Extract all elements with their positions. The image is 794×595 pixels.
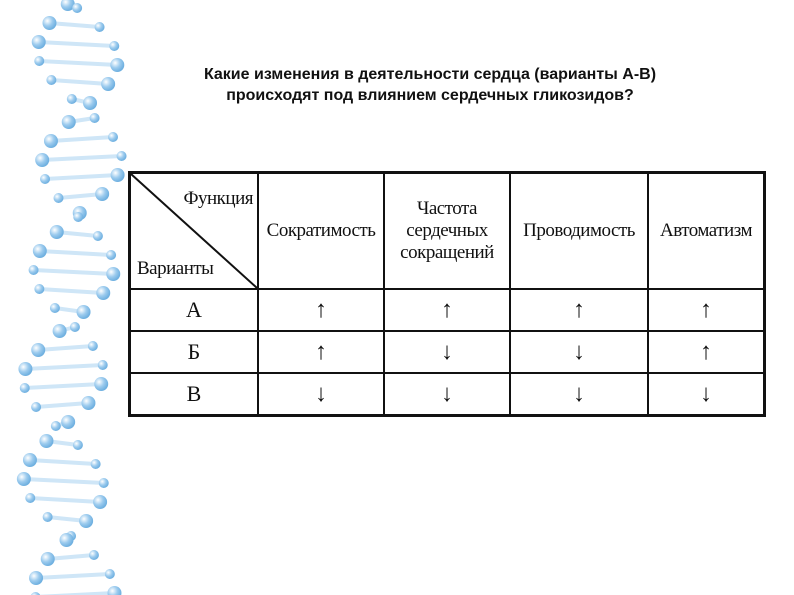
dna-helix-decoration: [0, 0, 140, 595]
dna-node: [61, 415, 75, 429]
dna-node: [39, 434, 53, 448]
header-contractility: [258, 173, 384, 290]
dna-rung: [30, 498, 100, 502]
dna-rung: [36, 574, 110, 578]
cell-b-contractility: ↑: [258, 331, 384, 373]
dna-node: [95, 187, 109, 201]
header-heart-rate-line1: Частота: [417, 198, 477, 219]
dna-node: [95, 22, 105, 32]
dna-node: [70, 322, 80, 332]
dna-node: [89, 550, 99, 560]
table-row-b: [130, 331, 765, 373]
row-label-a: А: [130, 289, 259, 331]
dna-node: [101, 77, 115, 91]
cell-a-contractility: ↑: [258, 289, 384, 331]
dna-node: [73, 440, 83, 450]
header-automatism: [648, 173, 765, 290]
dna-node: [54, 193, 64, 203]
dna-node: [60, 533, 74, 547]
dna-rung: [25, 384, 101, 388]
dna-rung: [39, 289, 103, 293]
dna-rung: [38, 346, 93, 350]
dna-rung: [49, 23, 99, 27]
table-row-v: [130, 373, 765, 416]
dna-node: [67, 94, 77, 104]
dna-node: [53, 324, 67, 338]
dna-node: [62, 115, 76, 129]
slide-title: [130, 64, 730, 106]
dna-rung: [51, 80, 108, 84]
cell-v-heart-rate: ↓: [384, 373, 510, 416]
dna-node: [98, 360, 108, 370]
cell-b-conductivity: ↓: [510, 331, 648, 373]
results-table: [128, 171, 766, 417]
title-line-2: происходят под влиянием сердечных гликозидов?: [226, 87, 634, 104]
dna-node: [31, 402, 41, 412]
dna-node: [46, 75, 56, 85]
dna-node: [81, 396, 95, 410]
dna-node: [43, 512, 53, 522]
table-row-a: [130, 289, 765, 331]
dna-node: [18, 362, 32, 376]
cell-b-automatism: ↑: [648, 331, 765, 373]
header-heart-rate: [384, 173, 510, 290]
dna-node: [44, 134, 58, 148]
cell-v-contractility: ↓: [258, 373, 384, 416]
dna-node: [42, 16, 56, 30]
dna-node: [110, 58, 124, 72]
dna-rung: [25, 365, 102, 369]
cell-a-conductivity: ↑: [510, 289, 648, 331]
header-conductivity: [510, 173, 648, 290]
dna-rung: [45, 175, 118, 179]
dna-node: [108, 132, 118, 142]
cell-v-automatism: ↓: [648, 373, 765, 416]
dna-node: [111, 168, 125, 182]
dna-node: [73, 212, 83, 222]
dna-node: [96, 286, 110, 300]
dna-node: [109, 41, 119, 51]
dna-node: [106, 250, 116, 260]
dna-node: [105, 569, 115, 579]
dna-rung: [39, 42, 115, 46]
dna-node: [90, 113, 100, 123]
cell-v-conductivity: ↓: [510, 373, 648, 416]
dna-node: [106, 267, 120, 281]
header-automatism-text: Автоматизм: [660, 220, 752, 241]
header-heart-rate-line3: сокращений: [400, 242, 494, 263]
dna-node: [50, 225, 64, 239]
dna-node: [93, 495, 107, 509]
header-row: [130, 173, 765, 290]
corner-label-variants: Варианты: [137, 258, 214, 279]
dna-node: [23, 453, 37, 467]
dna-node: [77, 305, 91, 319]
title-line-1: Какие изменения в деятельности сердца (варианты А-В): [203, 66, 657, 83]
dna-node: [40, 174, 50, 184]
dna-node: [72, 3, 82, 13]
dna-rung: [30, 460, 96, 464]
dna-rung: [40, 251, 111, 255]
dna-rung: [36, 403, 88, 407]
dna-rung: [24, 479, 104, 483]
dna-node: [79, 514, 93, 528]
dna-node: [29, 265, 39, 275]
dna-node: [99, 478, 109, 488]
dna-node: [83, 96, 97, 110]
dna-node: [34, 56, 44, 66]
dna-node: [91, 459, 101, 469]
dna-node: [35, 153, 49, 167]
header-contractility-text: Сократимость: [266, 220, 376, 241]
dna-node: [93, 231, 103, 241]
dna-node: [25, 493, 35, 503]
dna-node: [34, 284, 44, 294]
dna-node: [29, 571, 43, 585]
corner-label-function: Функция: [183, 188, 253, 209]
dna-node: [31, 343, 45, 357]
dna-node: [20, 383, 30, 393]
dna-rung: [51, 137, 113, 141]
cell-a-heart-rate: ↑: [384, 289, 510, 331]
dna-node: [41, 552, 55, 566]
dna-node: [33, 244, 47, 258]
header-heart-rate-line2: сердечных: [406, 220, 488, 241]
header-conductivity-text: Проводимость: [523, 220, 635, 241]
dna-node: [88, 341, 98, 351]
dna-node: [94, 377, 108, 391]
row-label-b: Б: [130, 331, 259, 373]
cell-b-heart-rate: ↓: [384, 331, 510, 373]
dna-node: [107, 586, 121, 595]
dna-node: [32, 35, 46, 49]
cell-a-automatism: ↑: [648, 289, 765, 331]
corner-cell: [130, 173, 259, 290]
dna-rung: [39, 61, 117, 65]
dna-node: [51, 421, 61, 431]
row-label-v: В: [130, 373, 259, 416]
dna-rung: [34, 270, 114, 274]
dna-node: [117, 151, 127, 161]
dna-node: [17, 472, 31, 486]
dna-node: [50, 303, 60, 313]
dna-rung: [42, 156, 121, 160]
